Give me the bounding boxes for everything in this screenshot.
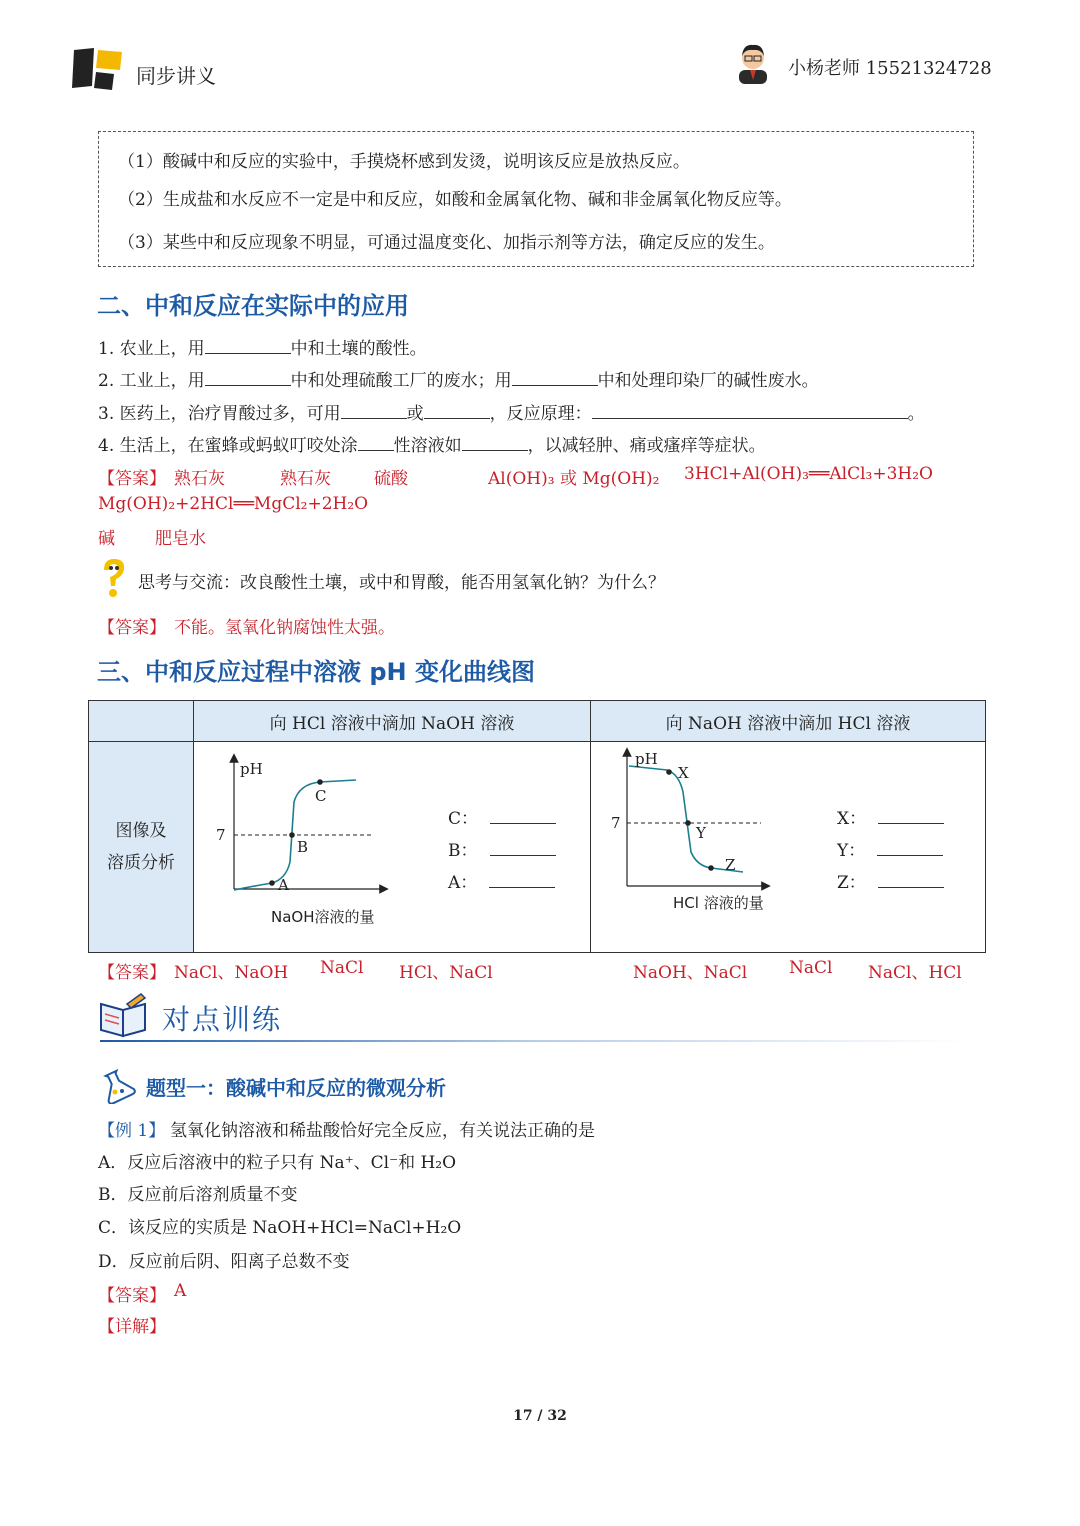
think-icon — [98, 556, 128, 600]
table-corner — [89, 701, 194, 742]
chart1-cell — [194, 742, 591, 953]
note-2: （2）生成盐和水反应不一定是中和反应，如酸和金属氧化物、碱和非金属氧化物反应等。 — [118, 190, 792, 210]
think-answer-tag: 【答案】 — [98, 618, 166, 638]
table-answer-6: NaCl、HCl — [868, 963, 962, 983]
chart1-point-b — [289, 832, 295, 838]
answer-3: 硫酸 — [374, 469, 408, 489]
chart1-point-a — [269, 880, 275, 886]
section2-answer-tag: 【答案】 — [98, 469, 166, 489]
chart1-label-c: C — [315, 787, 327, 805]
note-1: （1）酸碱中和反应的实验中，手摸烧杯感到发烫，说明该反应是放热反应。 — [118, 152, 690, 172]
chart2-xlabel: HCl 溶液的量 — [673, 894, 764, 912]
example-answer: A — [174, 1281, 187, 1301]
question-1: 1. 农业上，用 中和土壤的酸性。 — [98, 334, 427, 359]
question-4: 4. 生活上，在蜜蜂或蚂蚁叮咬处涂 性溶液如 ，以减轻肿、痛或瘙痒等症状。 — [98, 431, 766, 456]
chart2-point-y — [685, 820, 691, 826]
answer-4: Al(OH)₃ 或 Mg(OH)₂ — [488, 469, 660, 489]
brand-logo — [70, 46, 126, 92]
page-number: 17 / 32 — [513, 1408, 567, 1424]
example-answer-tag: 【答案】 — [98, 1286, 166, 1306]
chart1-xlabel: NaOH溶液的量 — [271, 908, 375, 926]
chart2-point-x — [666, 769, 672, 775]
table-answer-4: NaOH、NaCl — [633, 963, 748, 983]
chart2-field-x: X： — [837, 804, 944, 829]
section3-title: 三、中和反应过程中溶液 pH 变化曲线图 — [97, 658, 535, 686]
chart2-seven: 7 — [611, 814, 621, 832]
example-text: 氢氧化钠溶液和稀盐酸恰好完全反应，有关说法正确的是 — [170, 1121, 595, 1141]
chart2-ylabel: pH — [635, 750, 658, 768]
table-answer-3: HCl、NaCl — [399, 963, 493, 983]
col1-header: 向 HCl 溶液中滴加 NaOH 溶液 — [194, 701, 591, 742]
think-question: 思考与交流：改良酸性土壤，或中和胃酸，能否用氢氧化钠？为什么？ — [138, 573, 665, 593]
type-title: 题型一：酸碱中和反应的微观分析 — [146, 1076, 446, 1100]
answer-7: 碱 — [98, 529, 115, 549]
chart1-field-a: A： — [448, 868, 555, 893]
chart2-field-z: Z： — [837, 868, 944, 893]
ph-table — [88, 700, 986, 953]
col2-header: 向 NaOH 溶液中滴加 HCl 溶液 — [591, 701, 986, 742]
brand-name: 同步讲义 — [136, 64, 216, 88]
option-d: D．反应前后阴、阳离子总数不变 — [98, 1252, 350, 1272]
chart1-ylabel: pH — [240, 760, 263, 778]
answer-5: 3HCl+Al(OH)₃══AlCl₃+3H₂O — [684, 464, 933, 484]
detail-tag: 【详解】 — [98, 1317, 166, 1337]
chart2-cell — [591, 742, 986, 953]
table-answer-tag: 【答案】 — [98, 963, 166, 983]
think-answer: 不能。氢氧化钠腐蚀性太强。 — [174, 618, 395, 638]
chart1-curve — [234, 780, 356, 890]
chart1-label-a: A — [278, 876, 289, 894]
answer-8: 肥皂水 — [155, 529, 206, 549]
training-banner: 对点训练 — [162, 1003, 283, 1036]
answer-1: 熟石灰 — [174, 469, 225, 489]
option-b: B．反应前后溶剂质量不变 — [98, 1185, 298, 1205]
option-c: C．该反应的实质是 NaOH+HCl=NaCl+H₂O — [98, 1218, 462, 1238]
chart1-field-b: B： — [448, 836, 556, 861]
question-2: 2. 工业上，用 中和处理硫酸工厂的废水；用 中和处理印染厂的碱性废水。 — [98, 366, 819, 391]
answer-6: Mg(OH)₂+2HCl══MgCl₂+2H₂O — [98, 494, 369, 514]
option-a: A．反应后溶液中的粒子只有 Na⁺、Cl⁻和 H₂O — [98, 1153, 457, 1173]
table-answer-5: NaCl — [789, 958, 833, 978]
chart2-field-y: Y： — [837, 836, 943, 861]
flask-icon — [97, 1064, 137, 1104]
table-answer-1: NaCl、NaOH — [174, 963, 289, 983]
chart1-field-c: C： — [448, 804, 556, 829]
table-answer-2: NaCl — [320, 958, 364, 978]
chart1-point-c — [317, 779, 323, 785]
answer-2: 熟石灰 — [280, 469, 331, 489]
chart2-label-z: Z — [725, 856, 736, 874]
chart2-point-z — [708, 865, 714, 871]
question-3: 3. 医药上，治疗胃酸过多，可用 或 ，反应原理： 。 — [98, 399, 925, 424]
note-3: （3）某些中和反应现象不明显，可通过温度变化、加指示剂等方法，确定反应的发生。 — [118, 233, 775, 253]
chart2-label-y: Y — [696, 824, 706, 842]
book-icon — [97, 990, 153, 1040]
chart1-seven: 7 — [216, 826, 226, 844]
teacher-avatar — [733, 40, 773, 84]
example-tag: 【例 1】 — [98, 1121, 166, 1141]
banner-underline — [100, 1040, 970, 1042]
row-label: 图像及 溶质分析 — [89, 742, 194, 953]
section2-title: 二、中和反应在实际中的应用 — [97, 292, 409, 320]
teacher-info: 小杨老师 15521324728 — [788, 58, 992, 79]
chart2-label-x: X — [678, 764, 689, 782]
chart1-label-b: B — [297, 838, 309, 856]
